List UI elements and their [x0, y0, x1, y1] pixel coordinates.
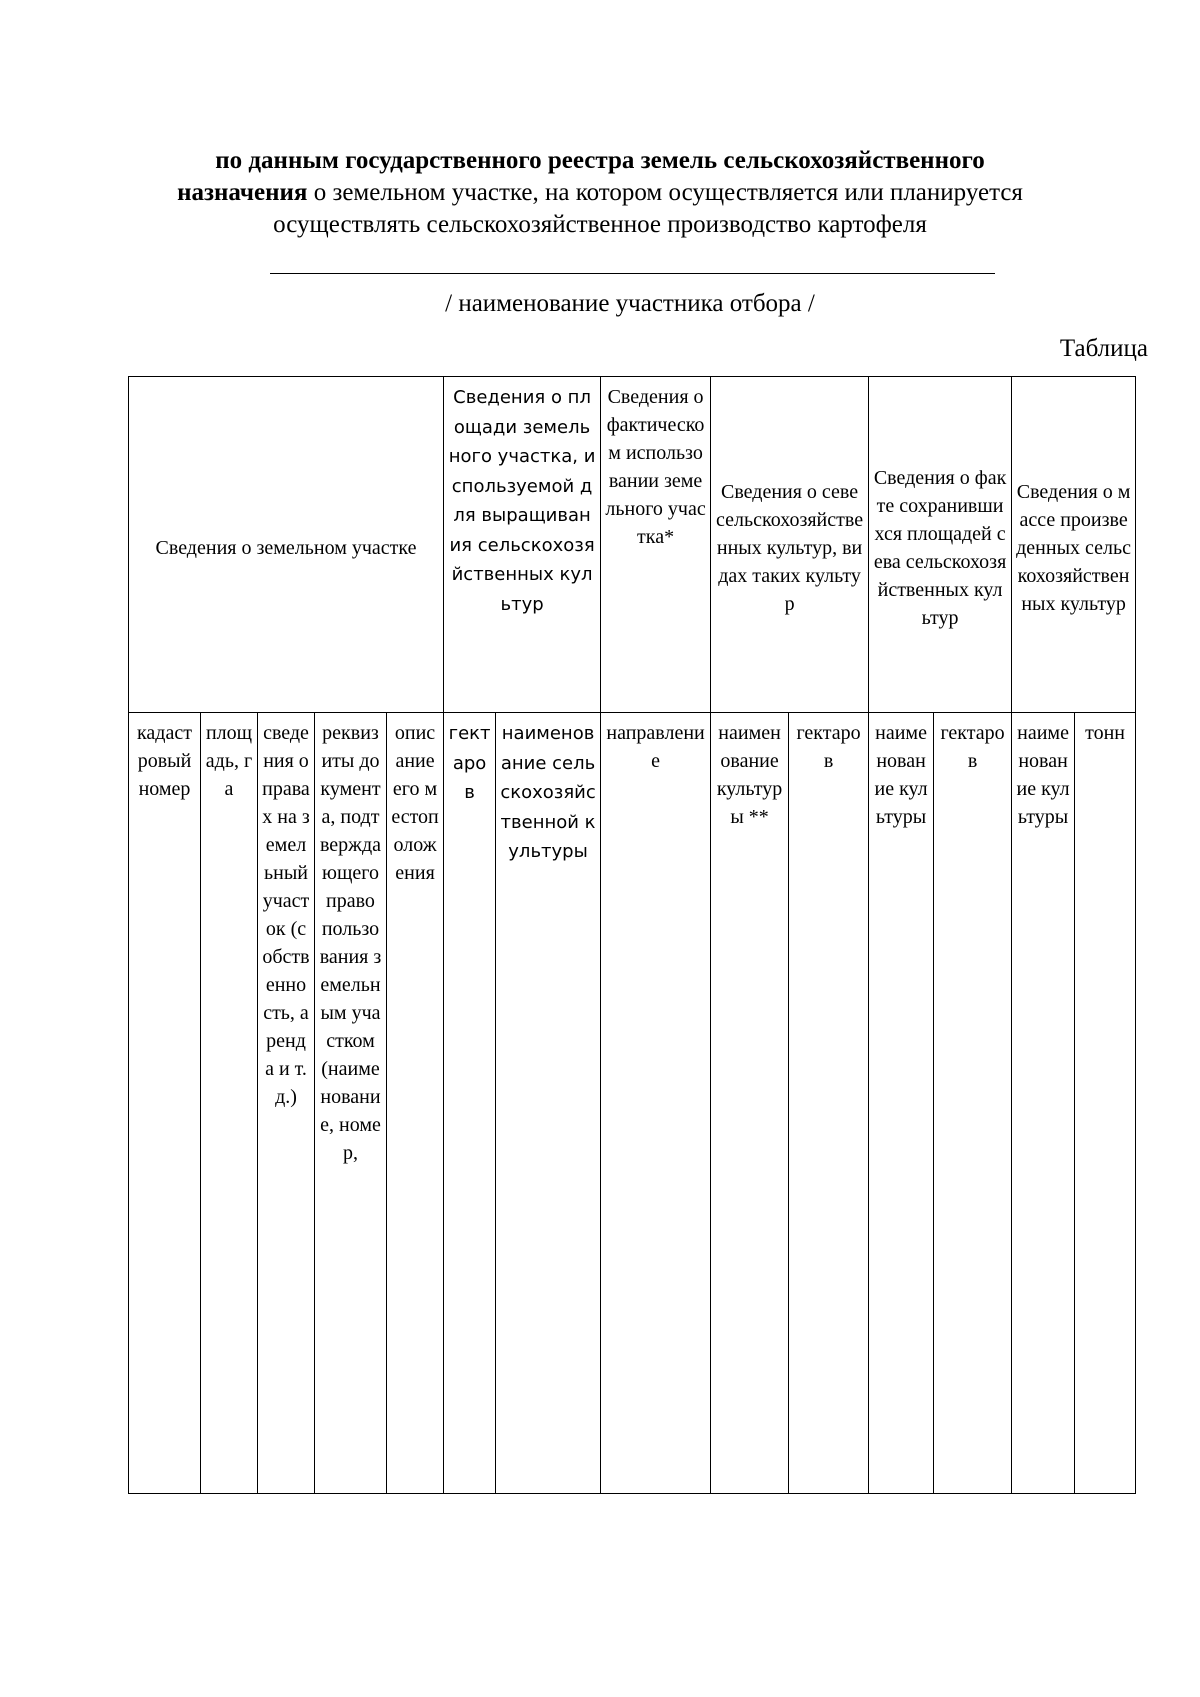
- header-actual-use: Сведения о фактическом использовании земельного участка*: [601, 377, 711, 713]
- header-sowing: Сведения о севе сельскохозяйственных культур, видах таких культур: [711, 377, 869, 713]
- subheader-harvest-crop-name: наименование культуры: [1012, 713, 1075, 1494]
- subheader-crop-name: наименование сельскохозяйственной культуры: [496, 713, 601, 1494]
- participant-caption: / наименование участника отбора /: [445, 290, 815, 317]
- subheader-cadastral-number: кадастровый номер: [129, 713, 201, 1494]
- subheader-harvest-tonnes: тонн: [1075, 713, 1136, 1494]
- title-line-1: по данным государственного реестра земель сельскохозяйственного: [215, 147, 985, 174]
- document-title: [130, 145, 1070, 241]
- table-subheader-row: [129, 713, 1136, 1494]
- header-area-used: Сведения о площади земельного участка, используемой для выращивания сельскохозяйственных культур: [444, 377, 601, 713]
- table-header-row: [129, 377, 1136, 713]
- subheader-sown-hectares: гектаров: [789, 713, 869, 1494]
- header-harvest-mass: Сведения о массе произведенных сельскохозяйственных культур: [1012, 377, 1136, 713]
- subheader-location: описание его местоположения: [387, 713, 444, 1494]
- subheader-sown-crop-name: наименование культуры **: [711, 713, 789, 1494]
- subheader-rights: сведения о правах на земельный участок (собственность, аренда и т.д.): [258, 713, 315, 1494]
- subheader-hectares-used: гектаров: [444, 713, 496, 1494]
- header-land-plot: Сведения о земельном участке: [129, 377, 444, 713]
- title-line-2-bold: назначения: [177, 179, 308, 206]
- subheader-preserved-hectares: гектаров: [934, 713, 1012, 1494]
- subheader-area-ha: площадь, га: [201, 713, 258, 1494]
- title-line-2-rest: о земельном участке, на котором осуществляется или планируется: [307, 179, 1023, 206]
- header-preserved-area: Сведения о факте сохранившихся площадей сева сельскохозяйственных культур: [869, 377, 1012, 713]
- table-caption: Таблица: [1059, 335, 1148, 362]
- land-plot-table: [128, 376, 1136, 1494]
- subheader-document-details: реквизиты документа, подтверждающего право пользования земельным участком (наименование, номер,: [315, 713, 387, 1494]
- subheader-preserved-crop-name: наименование культуры: [869, 713, 934, 1494]
- title-line-3: осуществлять сельскохозяйственное производство картофеля: [273, 211, 927, 238]
- subheader-direction: направление: [601, 713, 711, 1494]
- participant-underline: [270, 273, 995, 274]
